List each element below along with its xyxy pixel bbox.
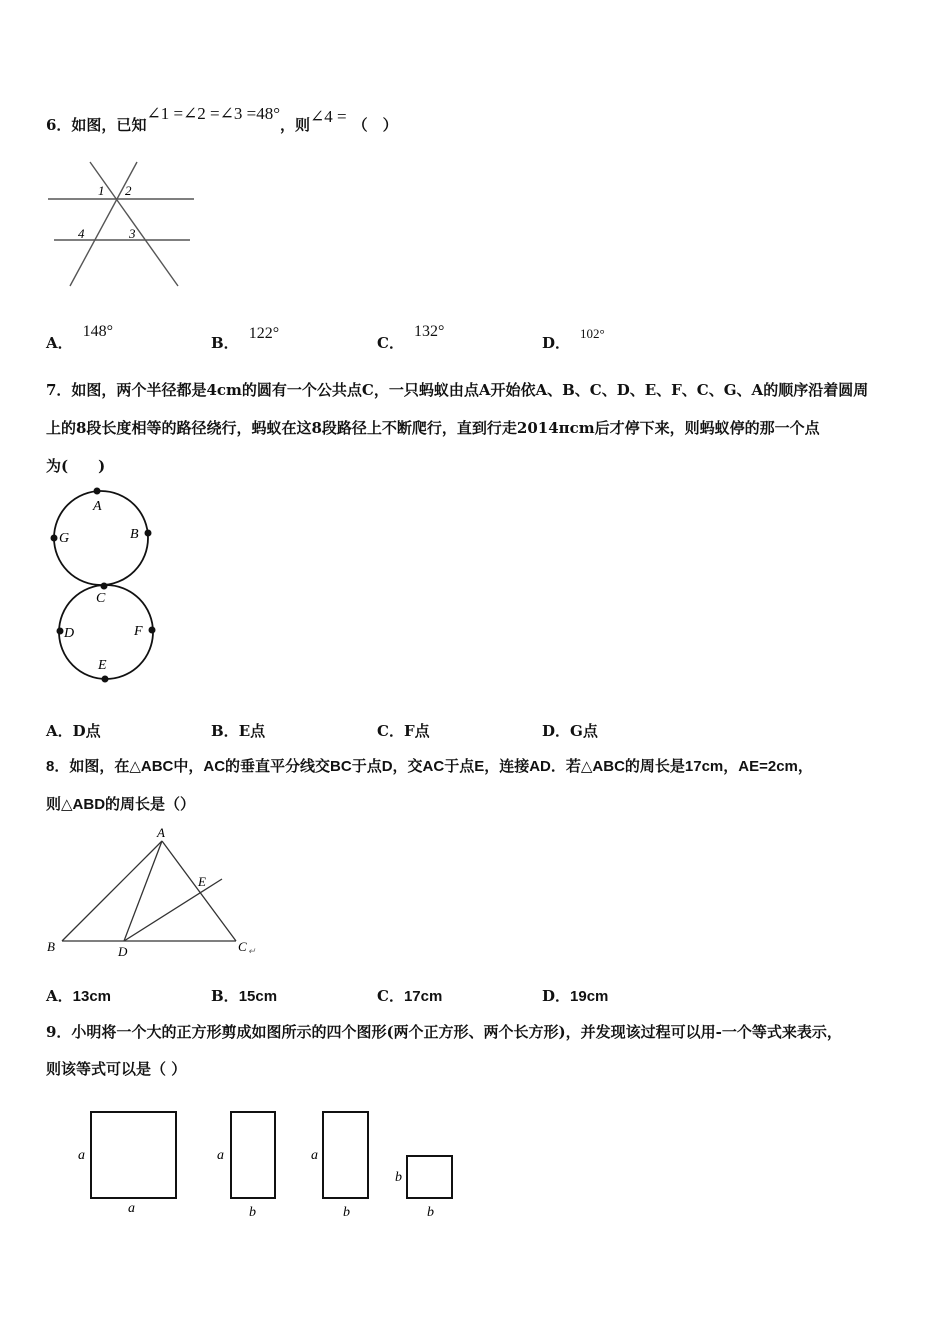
q8-option-b-letter: B．	[211, 987, 239, 1005]
q8-line-2-text: 则△ABD的周长是（）	[46, 796, 196, 813]
q8-line-1-text: 8．如图，在△ABC中，AC的垂直平分线交BC于点D，交AC于点E，连接AD．若△ABC的周长是17cm，AE=2cm，	[46, 758, 813, 775]
q7-option-a[interactable]	[46, 720, 101, 741]
q9-line-2: 则该等式可以是（ ）	[46, 1060, 187, 1078]
q6-target-math: ∠4 =	[310, 107, 347, 126]
q8-option-c-letter: C．	[377, 987, 404, 1005]
q9-label-sq-a-side: a	[78, 1148, 85, 1163]
q6-option-c[interactable]	[377, 323, 445, 353]
q6-label-2: 2	[125, 183, 132, 198]
q6-mid: ，则	[280, 116, 311, 134]
q7-option-d-value: G点	[570, 722, 598, 740]
q7-point-d	[57, 628, 64, 635]
q8-line-1	[46, 755, 813, 776]
q8-option-d-letter: D．	[542, 987, 571, 1005]
q6-option-b-letter: B．	[211, 334, 239, 352]
q9-line-1: 9．小明将一个大的正方形剪成如图所示的四个图形(两个正方形、两个长方形)，并发现该过程可以用-一个等式来表示，	[46, 1023, 842, 1041]
q7-option-d-letter: D．	[542, 722, 571, 740]
q8-label-d: D	[118, 944, 128, 959]
q9-label-sq-b-bottom: b	[427, 1205, 434, 1220]
q9-label-rect2-side: a	[311, 1148, 318, 1163]
q8-perpendicular-bisector	[124, 879, 222, 941]
q9-label-rect1-side: a	[217, 1148, 224, 1163]
q8-option-d[interactable]	[542, 985, 608, 1006]
q6-stem	[46, 104, 398, 135]
q7-line-2: 上的8段长度相等的路径绕行，蚂蚁在这8段路径上不断爬行，直到行走2014πcm后才停下来，则蚂蚁停的那一个点	[46, 419, 820, 437]
q6-option-b[interactable]	[211, 325, 280, 353]
q8-option-c-value: 17cm	[403, 988, 443, 1005]
q8-option-a-value: 13cm	[72, 988, 112, 1005]
q7-option-d[interactable]	[542, 720, 598, 741]
q8-figure	[44, 824, 264, 964]
q7-label-f: F	[134, 624, 143, 639]
q8-label-c: C	[238, 939, 247, 954]
q6-prefix: 6．如图，已知	[46, 116, 147, 134]
q7-label-g: G	[59, 531, 70, 546]
q9-label-sq-b-side: b	[395, 1170, 402, 1185]
q7-label-c: C	[96, 591, 106, 606]
q8-option-b-value: 15cm	[238, 988, 278, 1005]
q7-point-a	[94, 488, 101, 495]
q9-square-b	[407, 1156, 452, 1198]
q7-point-f	[149, 627, 156, 634]
q8-line-2	[46, 793, 195, 814]
q8-option-b[interactable]	[211, 985, 277, 1006]
q6-option-c-value: 132°	[413, 323, 445, 340]
q6-condition-math: ∠1 =∠2 =∠3 =48°	[146, 104, 280, 123]
q6-option-a[interactable]	[46, 323, 114, 353]
q6-option-a-letter: A．	[46, 334, 73, 352]
q9-label-sq-a-bottom: a	[128, 1201, 135, 1216]
q8-side-ac	[162, 841, 236, 941]
q7-label-e: E	[98, 658, 107, 673]
q8-label-e: E	[198, 874, 206, 889]
q7-option-c-value: F点	[403, 722, 430, 740]
q9-label-rect1-bottom: b	[249, 1205, 256, 1220]
q8-option-a-letter: A．	[46, 987, 73, 1005]
q7-point-c	[101, 583, 108, 590]
q7-option-b[interactable]	[211, 720, 265, 741]
q7-line-3: 为( )	[46, 457, 106, 475]
q8-segment-ad	[124, 841, 162, 941]
q7-option-a-value: D点	[72, 722, 101, 740]
q6-bracket: （ ）	[352, 116, 398, 134]
q9-square-a	[91, 1112, 176, 1198]
q7-option-c[interactable]	[377, 720, 430, 741]
q7-option-c-letter: C．	[377, 722, 404, 740]
q8-option-c[interactable]	[377, 985, 442, 1006]
q9-rect-2	[323, 1112, 368, 1198]
q9-figure	[70, 1100, 470, 1225]
q6-label-3: 3	[129, 226, 136, 241]
q7-option-b-value: E点	[238, 722, 266, 740]
q8-return-mark: ↵	[248, 946, 256, 956]
q8-label-a: A	[157, 825, 165, 840]
q7-label-a: A	[93, 499, 102, 514]
q6-figure	[44, 155, 199, 290]
q6-option-c-letter: C．	[377, 334, 404, 352]
q6-label-4: 4	[78, 226, 85, 241]
q7-line-1: 7．如图，两个半径都是4cm的圆有一个公共点C，一只蚂蚁由点A开始依A、B、C、D、E、F、C、G、A的顺序沿着圆周	[46, 381, 869, 399]
q6-option-d-letter: D．	[542, 334, 571, 352]
q6-label-1: 1	[98, 183, 105, 198]
q7-label-d: D	[64, 626, 75, 641]
q9-rect-1	[231, 1112, 275, 1198]
q7-point-b	[145, 530, 152, 537]
q6-option-a-value: 148°	[82, 323, 114, 340]
q7-label-b: B	[130, 527, 139, 542]
q6-option-b-value: 122°	[248, 325, 280, 342]
q8-option-d-value: 19cm	[570, 988, 609, 1005]
q8-label-b: B	[47, 939, 55, 954]
q7-figure	[44, 484, 169, 689]
q9-label-rect2-bottom: b	[343, 1205, 350, 1220]
q6-option-d[interactable]	[542, 326, 605, 353]
q7-option-b-letter: B．	[211, 722, 239, 740]
q8-option-a[interactable]	[46, 985, 111, 1006]
q7-point-e	[102, 676, 109, 683]
q7-point-g	[51, 535, 58, 542]
q7-option-a-letter: A．	[46, 722, 73, 740]
q6-option-d-value: 102°	[580, 326, 605, 341]
